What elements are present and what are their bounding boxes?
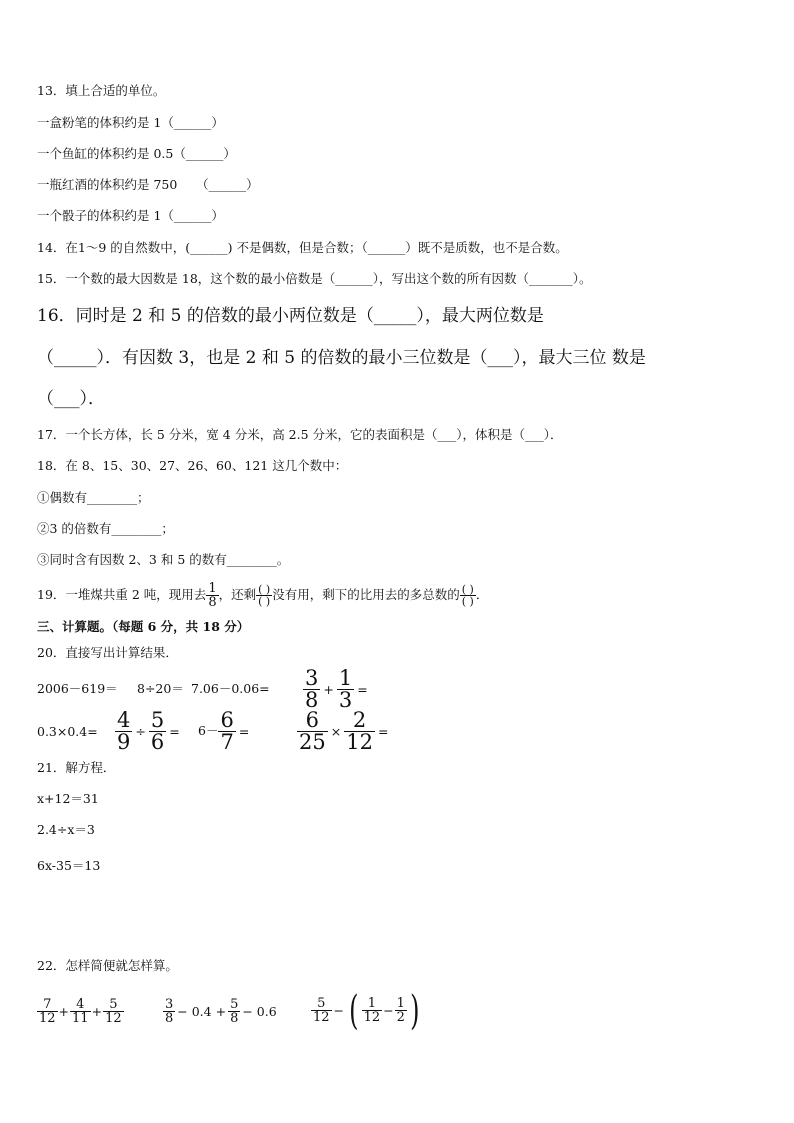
q20-r2b: 6－	[198, 723, 219, 738]
fraction-denominator: 2	[396, 1010, 405, 1025]
q19	[37, 578, 488, 612]
q16-line-2: （_____）．有因数 3，也是 2 和 5 的倍数的最小三位数是（___），最大三位 数是	[37, 348, 646, 368]
q17: 17．一个长方体，长 5 分米，宽 4 分米，高 2.5 分米，它的表面积是（___），体积是（___）．	[37, 427, 563, 442]
fraction	[163, 998, 175, 1025]
fraction	[311, 997, 332, 1024]
fraction-denominator: 12	[363, 1010, 381, 1025]
section-3-heading: 三、计算题。（每题 6 分，共 18 分）	[37, 619, 250, 634]
q19-text-2: ，还剩	[218, 587, 257, 602]
q13-line-3: 一瓶红酒的体积约是 750 （______）	[37, 177, 259, 192]
q21-title: 21．解方程．	[37, 760, 116, 775]
q13-title: 13．填上合适的单位。	[37, 83, 166, 98]
fraction	[115, 710, 132, 753]
q21-eq-3: 6x-35＝13	[37, 858, 101, 873]
fraction-denominator: 8	[208, 595, 217, 610]
fraction	[297, 710, 328, 753]
q20-title: 20．直接写出计算结果．	[37, 645, 178, 660]
fraction-numerator: 1	[396, 996, 405, 1011]
q22-b-end: − 0.6	[242, 1003, 277, 1019]
plus-sign: +	[91, 1003, 103, 1019]
q22-title: 22．怎样简便就怎样算。	[37, 958, 178, 973]
equals-sign: =	[238, 723, 250, 739]
fraction-denominator: 12	[313, 1010, 330, 1025]
fraction-numerator: 1	[367, 996, 377, 1011]
fraction	[37, 998, 58, 1025]
fraction-numerator: 3	[305, 666, 319, 690]
fraction-denominator: 8	[305, 688, 319, 712]
q20-r1a: 2006－619＝	[37, 681, 118, 696]
q13-line-2: 一个鱼缸的体积约是 0.5（______）	[37, 146, 236, 161]
fraction-denominator: 11	[72, 1011, 89, 1026]
fraction-numerator: 3	[165, 997, 174, 1012]
fraction-numerator: 5	[317, 996, 326, 1011]
fraction	[103, 998, 124, 1025]
fraction-numerator: 4	[76, 997, 85, 1012]
q22-expr-a	[37, 990, 124, 1033]
fraction-denominator: 6	[150, 730, 165, 754]
q22-expr-b	[163, 990, 279, 1033]
fraction-denominator: 12	[105, 1011, 122, 1026]
q14: 14．在1～9 的自然数中，(______) 不是偶数，但是合数；（______）既不是质数，也不是合数。	[37, 240, 568, 255]
q20-r2-sub-expr	[198, 710, 252, 753]
fraction-numerator: 1	[208, 581, 217, 596]
fraction-numerator: ( )	[461, 583, 474, 596]
q16-line-1: 16．同时是 2 和 5 的倍数的最小两位数是（_____），最大两位数是	[37, 306, 544, 326]
fraction-denominator: 8	[230, 1011, 239, 1026]
plus-sign: +	[58, 1003, 70, 1019]
equals-sign: =	[377, 723, 389, 739]
q19-text-1: 19．一堆煤共重 2 吨，现用去	[37, 587, 207, 602]
fraction-denominator: 12	[39, 1011, 56, 1026]
fraction-denominator: 25	[299, 730, 326, 754]
fraction-numerator: 5	[150, 708, 165, 732]
minus-sign: −	[333, 1002, 345, 1018]
times-sign: ×	[330, 723, 342, 739]
fraction-denominator: ( )	[461, 595, 474, 608]
fraction-numerator: 7	[43, 997, 52, 1012]
fraction-numerator: 2	[352, 708, 367, 732]
q18-title: 18．在 8、15、30、27、26、60、121 这几个数中：	[37, 458, 348, 473]
q20-r2a: 0.3×0.4=	[37, 724, 98, 739]
fraction-denominator: 7	[220, 730, 234, 754]
q21-eq-1: x+12＝31	[37, 791, 99, 806]
fraction-denominator: 3	[338, 688, 353, 712]
q19-text-3: 没有用，剩下的比用去的多总数的	[272, 587, 460, 602]
fraction-numerator: 6	[220, 708, 234, 732]
fraction-denominator: 9	[117, 730, 131, 754]
fraction	[149, 710, 166, 753]
q20-r2-mul-expr	[297, 710, 391, 753]
q19-blank-fraction-1	[256, 584, 272, 607]
fraction	[362, 997, 383, 1024]
fraction	[70, 998, 91, 1025]
fraction	[337, 668, 354, 711]
divide-sign: ÷	[135, 723, 146, 739]
fraction	[344, 710, 375, 753]
q19-fraction-used	[206, 582, 218, 609]
q16-line-3: （___）．	[37, 389, 105, 409]
fraction-denominator: 12	[346, 730, 373, 754]
q15: 15．一个数的最大因数是 18，这个数的最小倍数是（______），写出这个数的所有因数（_______）。	[37, 271, 592, 286]
fraction	[303, 668, 320, 711]
fraction-numerator: 4	[117, 708, 131, 732]
fraction	[395, 997, 407, 1024]
q20-r1c: 7.06－0.06=	[191, 681, 270, 696]
q19-text-4: ．	[475, 587, 489, 602]
fraction-numerator: 5	[230, 997, 239, 1012]
fraction-numerator: ( )	[258, 583, 271, 596]
q13-line-1: 一盒粉笔的体积约是 1（______）	[37, 115, 224, 130]
fraction	[218, 710, 235, 753]
q20-r1b: 8÷20＝	[137, 681, 184, 696]
q21-eq-2: 2.4÷x＝3	[37, 822, 95, 837]
equals-sign: =	[357, 681, 368, 697]
fraction-numerator: 5	[109, 997, 118, 1012]
plus-sign: +	[323, 681, 334, 697]
q22-expr-c	[311, 986, 423, 1035]
left-paren: (	[349, 987, 359, 1034]
fraction-numerator: 6	[305, 708, 320, 732]
q19-blank-fraction-2	[460, 584, 476, 607]
right-paren: )	[410, 987, 420, 1034]
q20-r1-fraction-expr	[303, 668, 371, 711]
fraction-denominator: ( )	[258, 595, 271, 608]
q18-item-3: ③同时含有因数 2、3 和 5 的数有________。	[37, 552, 290, 567]
q18-item-1: ①偶数有________；	[37, 490, 150, 505]
q13-line-4: 一个骰子的体积约是 1（______）	[37, 208, 224, 223]
q18-item-2: ②3 的倍数有________；	[37, 521, 174, 536]
fraction-denominator: 8	[165, 1011, 174, 1026]
fraction	[228, 998, 240, 1025]
equals-sign: =	[169, 723, 180, 739]
fraction-numerator: 1	[338, 666, 353, 690]
q22-b-middle: − 0.4 +	[177, 1003, 227, 1019]
q20-r2-div-expr	[115, 710, 183, 753]
minus-sign: −	[383, 1002, 394, 1018]
